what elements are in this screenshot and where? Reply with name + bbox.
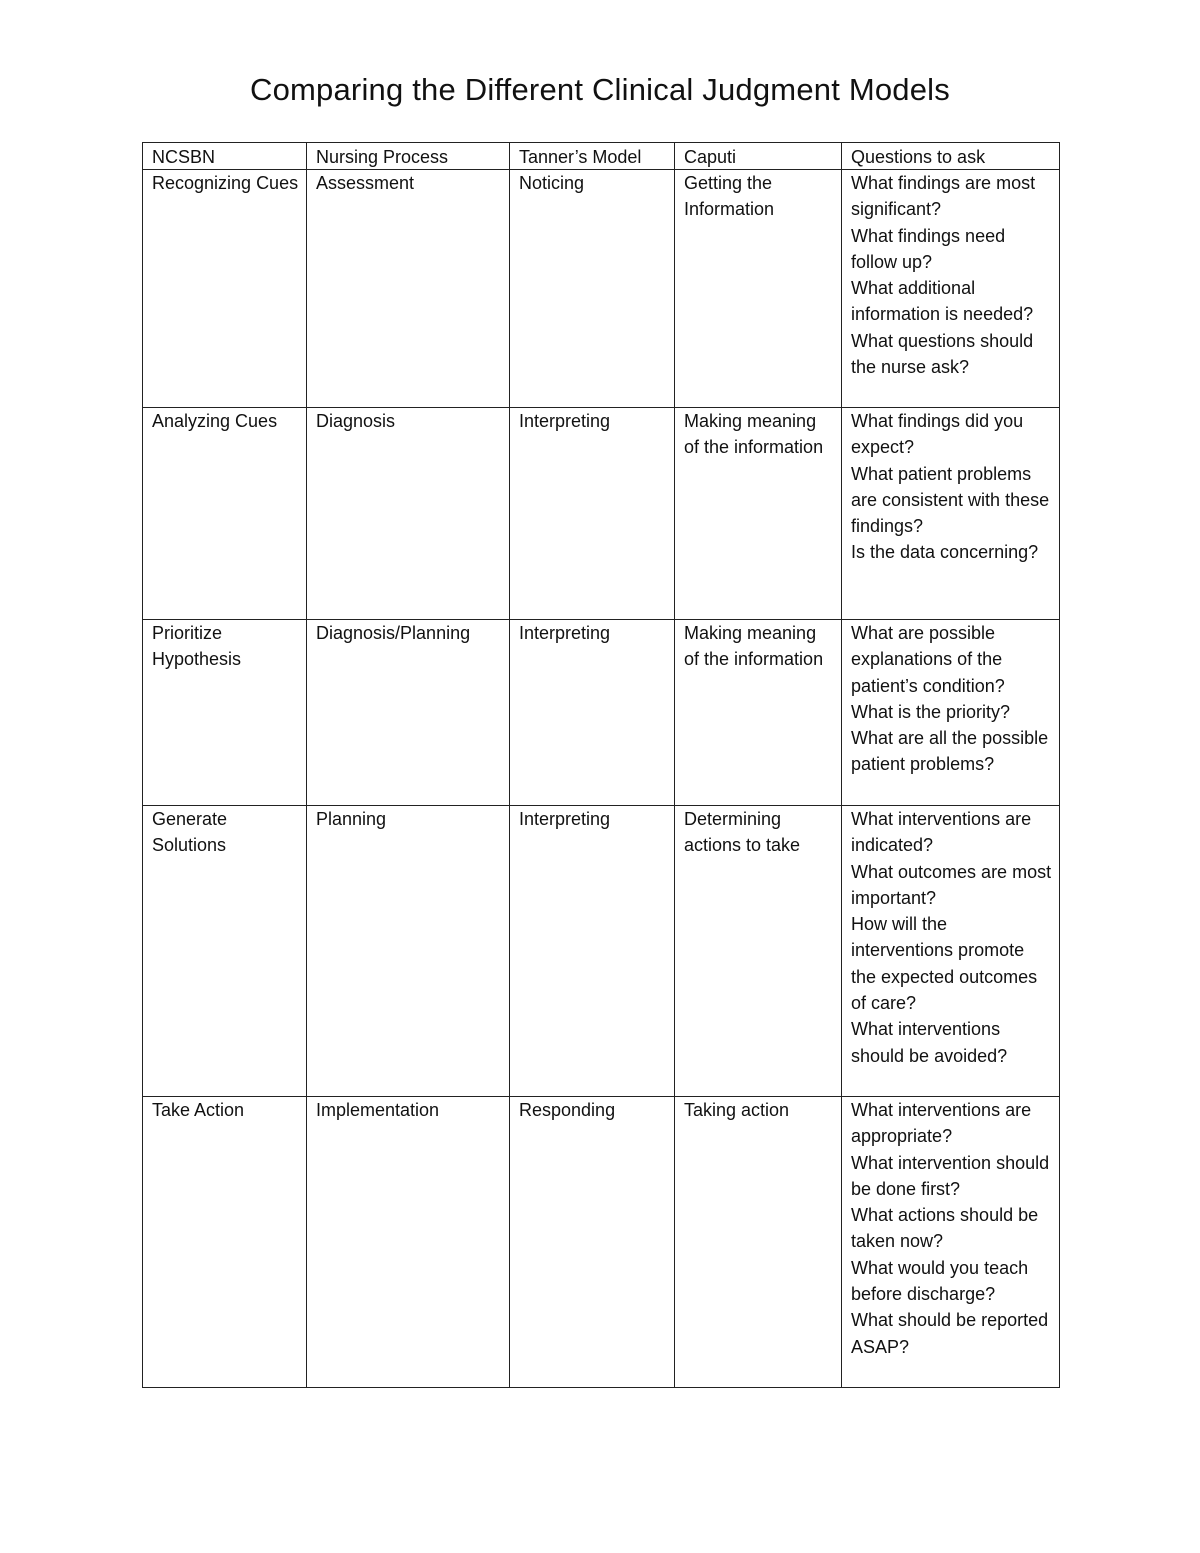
cell-questions [842, 170, 1060, 408]
cell-ncsbn: Take Action [143, 1097, 307, 1388]
question-item: What outcomes are most important? [851, 861, 1052, 908]
cell-tanner: Interpreting [510, 408, 675, 620]
header-row [143, 143, 1060, 170]
cell-tanner: Responding [510, 1097, 675, 1388]
table-row [143, 806, 1060, 1097]
clinical-judgment-table [142, 142, 1060, 1388]
cell-caputi: Taking action [675, 1097, 842, 1388]
header-ncsbn: NCSBN [143, 143, 307, 170]
header-questions: Questions to ask [842, 143, 1060, 170]
cell-tanner: Interpreting [510, 806, 675, 1097]
question-item: What findings are most significant? [851, 173, 1036, 220]
cell-ncsbn: Recognizing Cues [143, 170, 307, 408]
question-item: What should be reported ASAP? [851, 1310, 1049, 1357]
header-nursing-process: Nursing Process [307, 143, 510, 170]
question-item: What is the priority? [851, 701, 1011, 722]
table-row [143, 620, 1060, 806]
table-row [143, 170, 1060, 408]
cell-questions [842, 620, 1060, 806]
question-item: What are possible explanations of the patient’s condition? [851, 623, 1005, 696]
question-item: What interventions are indicated? [851, 809, 1032, 856]
question-item: How will the interventions promote the expected outcomes of care? [851, 914, 1038, 1014]
cell-nursing-process: Diagnosis [307, 408, 510, 620]
question-item: What interventions should be avoided? [851, 1019, 1008, 1066]
cell-caputi: Making meaning of the information [675, 408, 842, 620]
cell-ncsbn: Generate Solutions [143, 806, 307, 1097]
question-item: What intervention should be done first? [851, 1152, 1050, 1199]
cell-caputi: Determining actions to take [675, 806, 842, 1097]
question-item: What questions should the nurse ask? [851, 330, 1034, 378]
cell-ncsbn: Prioritize Hypothesis [143, 620, 307, 806]
question-item: What actions should be taken now? [851, 1205, 1039, 1252]
question-item: What are all the possible patient problems? [851, 728, 1049, 775]
question-item: What findings need follow up? [851, 225, 1006, 272]
table-body [143, 170, 1060, 1388]
cell-ncsbn: Analyzing Cues [143, 408, 307, 620]
cell-tanner: Noticing [510, 170, 675, 408]
page-title: Comparing the Different Clinical Judgment Models [250, 72, 950, 107]
cell-caputi: Getting the Information [675, 170, 842, 408]
cell-tanner: Interpreting [510, 620, 675, 806]
cell-nursing-process: Diagnosis/Planning [307, 620, 510, 806]
cell-nursing-process: Planning [307, 806, 510, 1097]
question-item: What findings did you expect? [851, 411, 1024, 458]
question-item: What patient problems are consistent with these findings? [851, 463, 1050, 537]
question-item: Is the data concerning? [851, 542, 1039, 563]
table-header [143, 143, 1060, 170]
cell-questions [842, 806, 1060, 1097]
cell-caputi: Making meaning of the information [675, 620, 842, 806]
header-tanners-model: Tanner’s Model [510, 143, 675, 170]
question-item: What additional information is needed? [851, 278, 1034, 325]
table-row [143, 1097, 1060, 1388]
question-item: What interventions are appropriate? [851, 1100, 1032, 1147]
question-item: What would you teach before discharge? [851, 1257, 1029, 1305]
table-row [143, 408, 1060, 620]
cell-questions [842, 1097, 1060, 1388]
cell-questions [842, 408, 1060, 620]
cell-nursing-process: Implementation [307, 1097, 510, 1388]
cell-nursing-process: Assessment [307, 170, 510, 408]
header-caputi: Caputi [675, 143, 842, 170]
